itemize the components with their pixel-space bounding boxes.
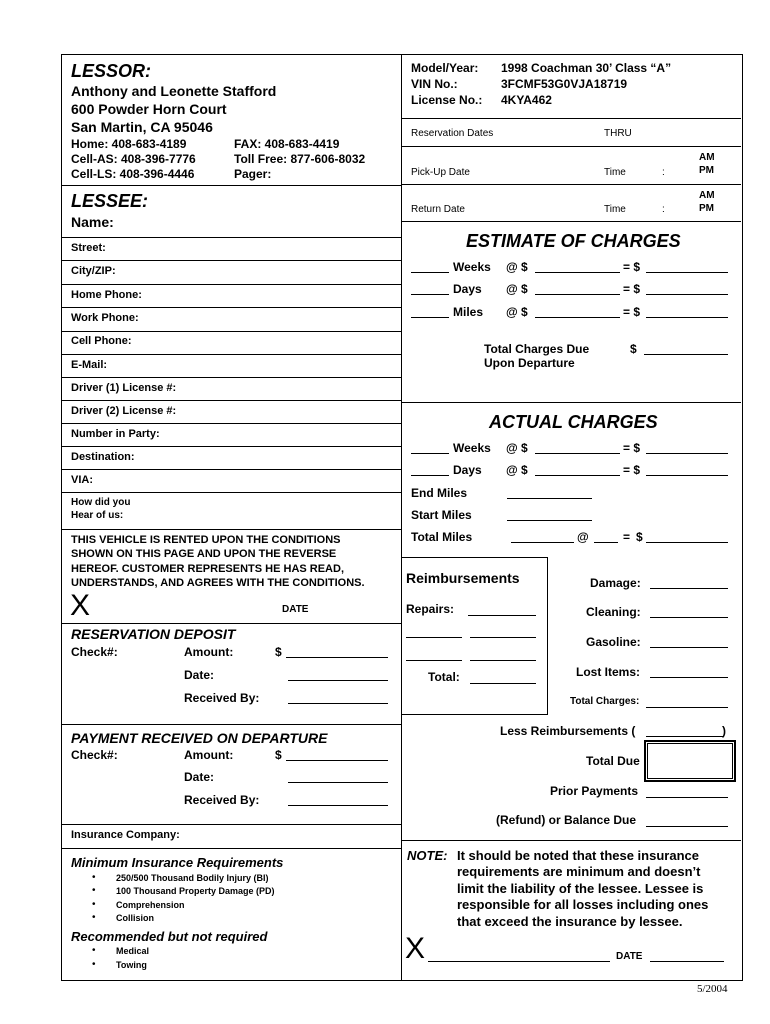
pickup-pm: PM	[699, 165, 714, 176]
lessee-driver1-label: Driver (1) License #:	[71, 382, 177, 394]
estimate-miles-rate-blank[interactable]	[535, 317, 620, 318]
divider	[61, 623, 401, 624]
note-line-4: responsible for all losses including ones	[457, 897, 709, 912]
license-value: 4KYA462	[501, 93, 552, 107]
pickup-time-label: Time	[604, 167, 626, 178]
damage-blank[interactable]	[650, 588, 728, 589]
estimate-total-dollar: $	[630, 342, 637, 356]
model-value: 1998 Coachman 30’ Class “A”	[501, 61, 672, 75]
divider	[61, 284, 401, 285]
reservation-check-label: Check#:	[71, 645, 118, 659]
estimate-days-label: Days	[453, 282, 482, 296]
divider	[61, 260, 401, 261]
divider	[61, 724, 401, 725]
note-line-5: that exceed the insurance by lessee.	[457, 914, 683, 929]
estimate-total-line-2: Upon Departure	[484, 356, 575, 370]
insurance-min-item: Collision	[116, 913, 154, 923]
lessee-heading: LESSEE:	[71, 191, 149, 211]
estimate-miles-qty-blank[interactable]	[411, 317, 449, 318]
total-miles-eq: =	[623, 530, 631, 544]
note-signature-x-mark: X	[405, 932, 426, 965]
lessor-cell-ls: Cell-LS: 408-396-4446	[71, 167, 195, 181]
cleaning-blank[interactable]	[650, 617, 728, 618]
reimbursement-blank[interactable]	[470, 660, 536, 661]
actual-days-total-blank[interactable]	[646, 475, 728, 476]
gasoline-blank[interactable]	[650, 647, 728, 648]
estimate-weeks-eq: = $	[623, 260, 641, 274]
less-reimbursements-label: Less Reimbursements (	[500, 724, 636, 738]
payment-amount-blank[interactable]	[286, 760, 388, 761]
actual-weeks-rate-blank[interactable]	[535, 453, 620, 454]
lessee-street-label: Street:	[71, 242, 106, 254]
note-line-3: limit the liability of the lessee. Lessee is	[457, 881, 704, 896]
how-heard-label-2: Hear of us:	[71, 510, 124, 521]
note-label: NOTE:	[407, 848, 448, 863]
form-border	[61, 54, 743, 981]
reservation-date-label: Date:	[184, 668, 215, 682]
refund-balance-label: (Refund) or Balance Due	[496, 813, 637, 827]
thru-label: THRU	[604, 128, 632, 139]
lessee-destination-label: Destination:	[71, 451, 135, 463]
estimate-days-total-blank[interactable]	[646, 294, 728, 295]
note-signature-blank[interactable]	[428, 961, 610, 962]
divider	[61, 423, 401, 424]
refund-balance-blank[interactable]	[646, 826, 728, 827]
divider	[401, 184, 741, 185]
lessor-name: Anthony and Leonette Stafford	[71, 83, 277, 99]
total-miles-dollar: $	[636, 530, 643, 544]
reimbursements-heading: Reimbursements	[406, 570, 520, 586]
conditions-line-2: SHOWN ON THIS PAGE AND UPON THE REVERSE	[71, 548, 337, 560]
bullet-icon: •	[92, 912, 96, 923]
divider	[61, 331, 401, 332]
estimate-weeks-rate-blank[interactable]	[535, 272, 620, 273]
pickup-am: AM	[699, 152, 715, 163]
reimbursement-blank[interactable]	[470, 637, 536, 638]
lessor-pager: Pager:	[234, 167, 272, 181]
total-miles-label: Total Miles	[411, 530, 473, 544]
estimate-weeks-total-blank[interactable]	[646, 272, 728, 273]
end-miles-blank[interactable]	[507, 498, 592, 499]
reservation-dollar: $	[275, 645, 282, 659]
estimate-heading: ESTIMATE OF CHARGES	[466, 231, 681, 251]
estimate-days-eq: = $	[623, 282, 641, 296]
license-label: License No.:	[411, 93, 483, 107]
payment-amount-label: Amount:	[184, 748, 234, 762]
reimbursements-total-label: Total:	[428, 670, 460, 684]
less-reimbursements-blank[interactable]	[646, 736, 724, 737]
divider	[61, 492, 401, 493]
note-date-label: DATE	[616, 951, 643, 962]
lessor-fax: FAX: 408-683-4419	[234, 137, 340, 151]
insurance-rec-item: Medical	[116, 946, 150, 956]
insurance-min-heading: Minimum Insurance Requirements	[71, 855, 284, 870]
conditions-line-3: HEREOF. CUSTOMER REPRESENTS HE HAS READ,	[71, 563, 345, 575]
actual-heading: ACTUAL CHARGES	[489, 412, 658, 432]
insurance-rec-heading: Recommended but not required	[71, 929, 268, 944]
payment-date-label: Date:	[184, 770, 215, 784]
lessee-email-label: E-Mail:	[71, 359, 108, 371]
lessee-party-label: Number in Party:	[71, 428, 160, 440]
bullet-icon: •	[92, 885, 96, 896]
return-date-label: Return Date	[411, 204, 465, 215]
lessee-cell-phone-label: Cell Phone:	[71, 335, 132, 347]
lessee-driver2-label: Driver (2) License #:	[71, 405, 177, 417]
vin-value: 3FCMF53G0VJA18719	[501, 77, 628, 91]
estimate-days-at: @ $	[506, 282, 528, 296]
estimate-weeks-at: @ $	[506, 260, 528, 274]
form-version: 5/2004	[697, 983, 728, 995]
note-date-blank[interactable]	[650, 961, 724, 962]
payment-date-blank[interactable]	[288, 782, 388, 783]
estimate-miles-at: @ $	[506, 305, 528, 319]
total-miles-at: @	[577, 530, 589, 544]
lessor-cell-as: Cell-AS: 408-396-7776	[71, 152, 196, 166]
estimate-miles-label: Miles	[453, 305, 484, 319]
actual-days-label: Days	[453, 463, 482, 477]
insurance-rec-item: Towing	[116, 960, 147, 970]
return-time-colon: :	[662, 204, 665, 215]
actual-days-eq: = $	[623, 463, 641, 477]
note-line-2: requirements are minimum and doesn’t	[457, 864, 701, 879]
bullet-icon: •	[92, 872, 96, 883]
bullet-icon: •	[92, 945, 96, 956]
gasoline-label: Gasoline:	[586, 635, 641, 649]
divider	[401, 118, 741, 119]
note-line-1: It should be noted that these insurance	[457, 848, 699, 863]
estimate-total-blank[interactable]	[644, 354, 728, 355]
payment-departure-heading: PAYMENT RECEIVED ON DEPARTURE	[71, 730, 328, 746]
lessee-work-phone-label: Work Phone:	[71, 312, 139, 324]
conditions-line-4: UNDERSTANDS, AND AGREES WITH THE CONDITIONS.	[71, 577, 365, 589]
bullet-icon: •	[92, 959, 96, 970]
bullet-icon: •	[92, 899, 96, 910]
payment-received-by-blank[interactable]	[288, 805, 388, 806]
lessee-cityzip-label: City/ZIP:	[71, 265, 116, 277]
lessee-via-label: VIA:	[71, 474, 93, 486]
divider	[61, 185, 401, 186]
insurance-min-item: 250/500 Thousand Bodily Injury (BI)	[116, 873, 269, 883]
actual-weeks-label: Weeks	[453, 441, 491, 455]
less-reimbursements-close: )	[722, 724, 726, 738]
actual-weeks-at: @ $	[506, 441, 528, 455]
signature-x-mark: X	[70, 589, 91, 622]
estimate-total-line-1: Total Charges Due	[484, 342, 590, 356]
actual-weeks-eq: = $	[623, 441, 641, 455]
cleaning-label: Cleaning:	[586, 605, 641, 619]
estimate-weeks-qty-blank[interactable]	[411, 272, 449, 273]
divider	[61, 237, 401, 238]
reimbursement-blank[interactable]	[406, 637, 462, 638]
divider	[61, 400, 401, 401]
model-label: Model/Year:	[411, 61, 479, 75]
insurance-min-item: Comprehension	[116, 900, 185, 910]
divider	[61, 469, 401, 470]
center-divider	[401, 54, 402, 980]
lessee-name-label: Name:	[71, 214, 114, 230]
lost-items-blank[interactable]	[650, 677, 728, 678]
lessor-street: 600 Powder Horn Court	[71, 101, 227, 117]
lessee-home-phone-label: Home Phone:	[71, 289, 142, 301]
estimate-weeks-label: Weeks	[453, 260, 491, 274]
lessor-city: San Martin, CA 95046	[71, 119, 213, 135]
divider	[401, 221, 741, 222]
total-due-label: Total Due	[586, 754, 640, 768]
reimbursement-blank[interactable]	[406, 660, 462, 661]
divider	[61, 307, 401, 308]
total-miles-rate-blank[interactable]	[594, 542, 618, 543]
divider	[401, 402, 741, 403]
actual-days-qty-blank[interactable]	[411, 475, 449, 476]
actual-days-rate-blank[interactable]	[535, 475, 620, 476]
divider	[61, 446, 401, 447]
return-time-label: Time	[604, 204, 626, 215]
reservation-received-by-blank[interactable]	[288, 703, 388, 704]
reservation-deposit-heading: RESERVATION DEPOSIT	[71, 626, 236, 642]
end-miles-label: End Miles	[411, 486, 468, 500]
pickup-date-label: Pick-Up Date	[411, 167, 470, 178]
actual-days-at: @ $	[506, 463, 528, 477]
reservation-amount-label: Amount:	[184, 645, 234, 659]
divider	[61, 354, 401, 355]
divider	[61, 377, 401, 378]
repairs-label: Repairs:	[406, 602, 455, 616]
return-am: AM	[699, 190, 715, 201]
reservation-received-by-label: Received By:	[184, 691, 260, 705]
payment-check-label: Check#:	[71, 748, 118, 762]
total-miles-total-blank[interactable]	[646, 542, 728, 543]
reservation-dates-label: Reservation Dates	[411, 128, 494, 139]
payment-dollar: $	[275, 748, 282, 762]
insurance-min-item: 100 Thousand Property Damage (PD)	[116, 886, 275, 896]
divider	[401, 146, 741, 147]
reservation-date-blank[interactable]	[288, 680, 388, 681]
lessor-toll-free: Toll Free: 877-606-8032	[234, 152, 366, 166]
reimbursements-total-blank[interactable]	[470, 683, 536, 684]
total-miles-blank[interactable]	[511, 542, 574, 543]
estimate-days-rate-blank[interactable]	[535, 294, 620, 295]
estimate-miles-total-blank[interactable]	[646, 317, 728, 318]
total-charges-blank[interactable]	[646, 707, 728, 708]
conditions-line-1: THIS VEHICLE IS RENTED UPON THE CONDITIONS	[71, 534, 341, 546]
reservation-amount-blank[interactable]	[286, 657, 388, 658]
divider	[401, 840, 741, 841]
return-pm: PM	[699, 203, 714, 214]
divider	[61, 824, 401, 825]
start-miles-blank[interactable]	[507, 520, 592, 521]
how-heard-label-1: How did you	[71, 497, 131, 508]
pickup-time-colon: :	[662, 167, 665, 178]
divider	[61, 848, 401, 849]
insurance-company-label: Insurance Company:	[71, 829, 180, 841]
repairs-blank[interactable]	[468, 615, 536, 616]
conditions-date-label: DATE	[282, 604, 309, 615]
payment-received-by-label: Received By:	[184, 793, 260, 807]
estimate-miles-eq: = $	[623, 305, 641, 319]
total-charges-label: Total Charges:	[570, 696, 640, 707]
divider	[61, 529, 401, 530]
vin-label: VIN No.:	[411, 77, 458, 91]
prior-payments-label: Prior Payments	[550, 784, 639, 798]
prior-payments-blank[interactable]	[646, 797, 728, 798]
start-miles-label: Start Miles	[411, 508, 472, 522]
actual-weeks-total-blank[interactable]	[646, 453, 728, 454]
damage-label: Damage:	[590, 576, 641, 590]
total-due-box-inner	[647, 743, 733, 779]
actual-weeks-qty-blank[interactable]	[411, 453, 449, 454]
estimate-days-qty-blank[interactable]	[411, 294, 449, 295]
lessor-home-phone: Home: 408-683-4189	[71, 137, 187, 151]
lost-items-label: Lost Items:	[576, 665, 641, 679]
lessor-heading: LESSOR:	[71, 61, 152, 81]
